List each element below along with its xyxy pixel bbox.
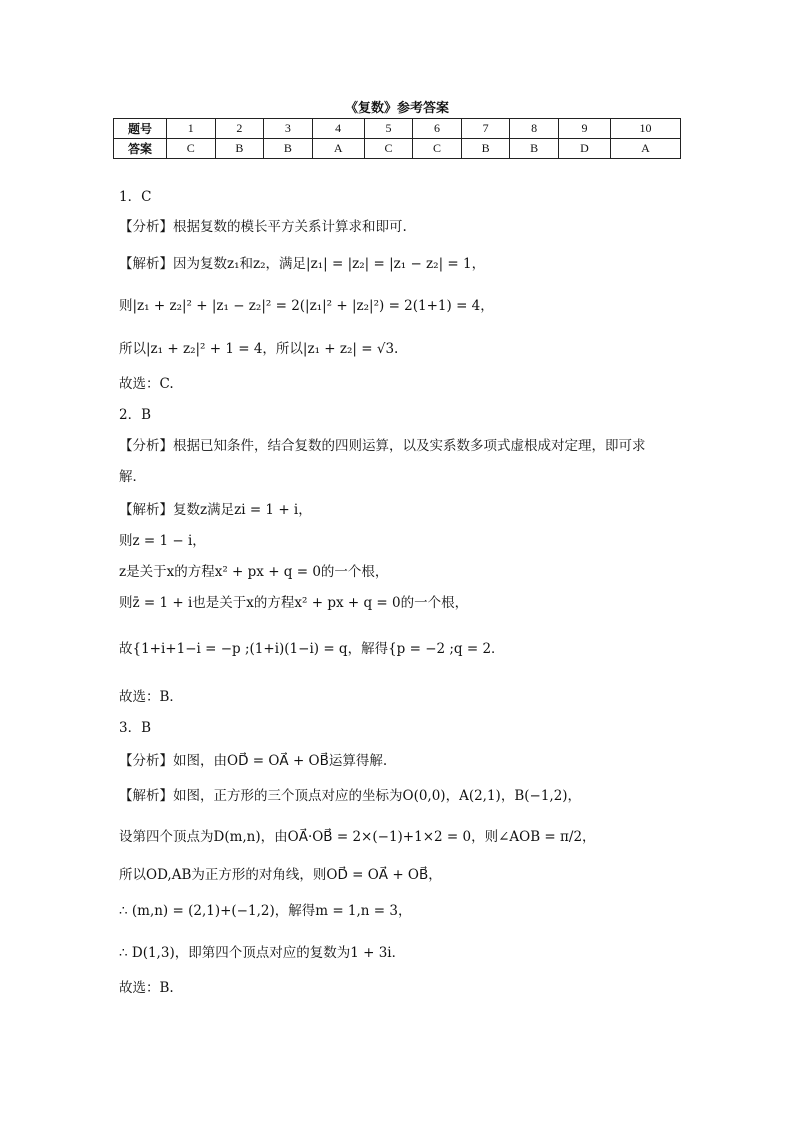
solution-system: 故{1+i+1−i = −p ;(1+i)(1−i) = q，解得{p = −2 ;q = 2． [119,641,505,657]
table-cell: 10 [610,119,680,139]
choice-text: 故选：B. [119,980,174,996]
table-cell: 6 [413,119,462,139]
solution-text: 【解析】复数z满足zi = 1 + i， [119,502,312,518]
table-cell: D [558,139,610,159]
table-cell: C [167,139,216,159]
analysis-text: 解． [119,469,146,485]
table-cell: 5 [364,119,413,139]
solution-text: 则z̄ = 1 + i也是关于x的方程x² + px + q = 0的一个根， [119,595,469,611]
table-cell: 2 [215,119,264,139]
solution-text: 所以OD,AB为正方形的对角线，则OD⃗ = OA⃗ + OB⃗， [119,867,442,883]
question-3-heading: 3．B [119,720,152,736]
analysis-text: 【分析】根据复数的模长平方关系计算求和即可. [119,219,407,235]
table-cell: B [215,139,264,159]
choice-text: 故选：B． [119,689,183,705]
solution-text: ∴ D(1,3)，即第四个顶点对应的复数为1 + 3i． [119,945,406,961]
table-cell: C [413,139,462,159]
choice-text: 故选：C. [119,376,174,392]
table-cell: B [264,139,313,159]
solution-text: 【解析】因为复数z₁和z₂，满足|z₁| = |z₂| = |z₁ − z₂| = 1， [119,256,486,272]
table-cell: 4 [312,119,364,139]
page-title: 《复数》参考答案 [344,101,449,116]
table-cell: B [510,139,559,159]
solution-text: ∴ (m,n) = (2,1)+(−1,2)，解得m = 1,n = 3， [119,903,412,919]
table-cell: 8 [510,119,559,139]
table-header-answer: 答案 [114,139,167,159]
solution-text: 则z = 1 − i， [119,533,206,549]
solution-text: z是关于x的方程x² + px + q = 0的一个根， [119,564,389,580]
table-row-numbers [114,119,681,139]
solution-text: 【解析】如图，正方形的三个顶点对应的坐标为O(0,0)，A(2,1)，B(−1,2)， [119,788,582,804]
table-cell: A [312,139,364,159]
solution-text: 设第四个顶点为D(m,n)，由OA⃗·OB⃗ = 2×(−1)+1×2 = 0，则∠AOB = π/2， [119,829,596,845]
table-cell: 7 [461,119,510,139]
analysis-text: 【分析】根据已知条件，结合复数的四则运算，以及实系数多项式虚根成对定理，即可求 [119,438,646,454]
table-cell: C [364,139,413,159]
table-cell: B [461,139,510,159]
table-cell: A [610,139,680,159]
table-cell: 3 [264,119,313,139]
solution-text: 则|z₁ + z₂|² + |z₁ − z₂|² = 2(|z₁|² + |z₂|²) = 2(1+1) = 4， [119,298,494,314]
answer-table [113,118,681,159]
table-cell: 9 [558,119,610,139]
table-header-number: 题号 [114,119,167,139]
analysis-text: 【分析】如图，由OD⃗ = OA⃗ + OB⃗运算得解. [119,753,388,769]
table-row-answers [114,139,681,159]
solution-text: 所以|z₁ + z₂|² + 1 = 4，所以|z₁ + z₂| = √3. [119,341,399,357]
question-2-heading: 2．B [119,407,152,423]
table-cell: 1 [167,119,216,139]
question-1-heading: 1．C [119,189,152,205]
